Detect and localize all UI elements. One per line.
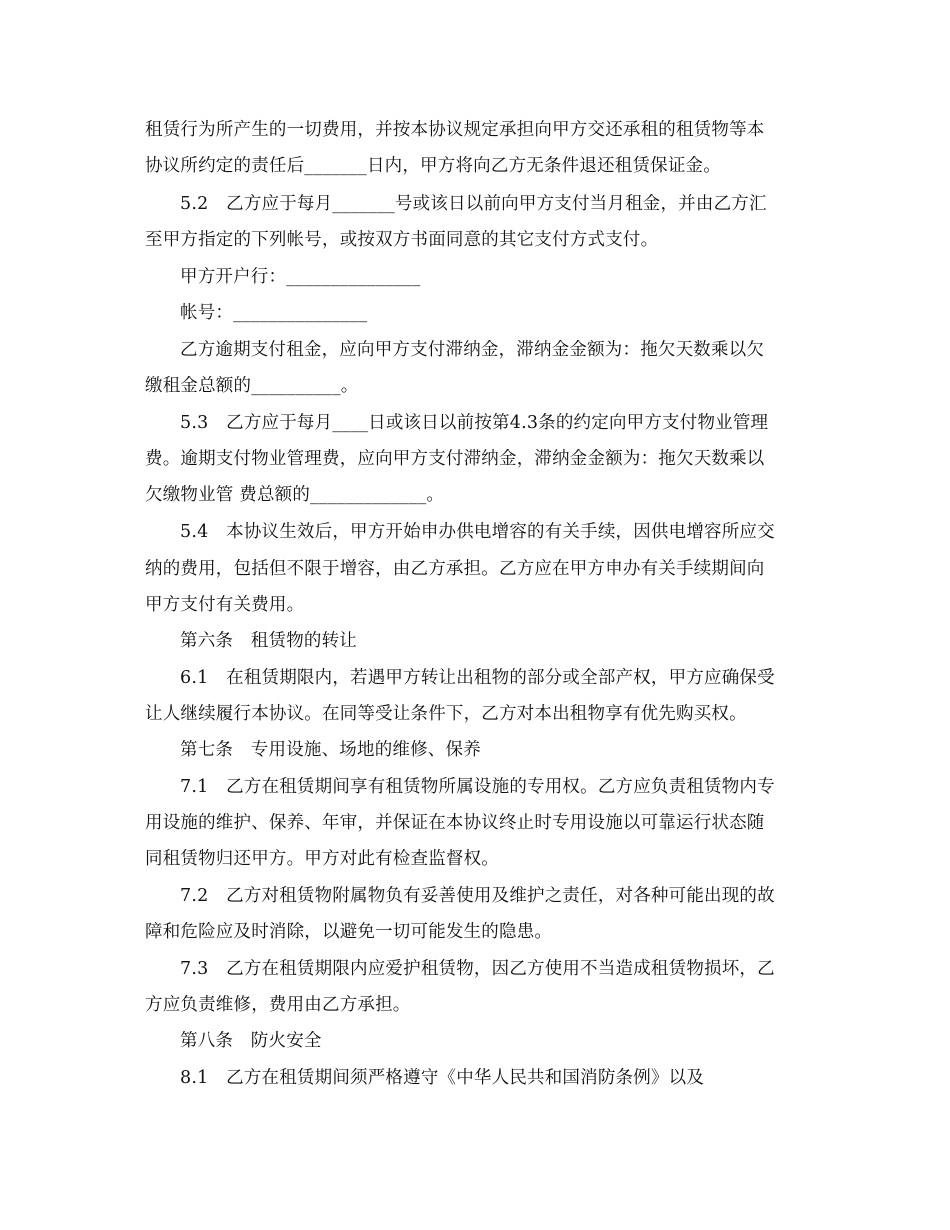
clause-5-2: 5.2 乙方应于每月_______号或该日以前向甲方支付当月租金，并由乙方汇 [180, 194, 767, 214]
text-line: 方应负责维修，费用由乙方承担。 [145, 995, 411, 1015]
text-line: 协议所约定的责任后_______日内，甲方将向乙方无条件退还租赁保证金。 [145, 156, 721, 176]
text-line: 至甲方指定的下列帐号，或按双方书面同意的其它支付方式支付。 [145, 230, 659, 250]
text-line: 纳的费用，包括但不限于增容，由乙方承担。乙方应在甲方申办有关手续期间向 [145, 559, 765, 579]
text-line: 费。逾期支付物业管理费，应向甲方支付滞纳金，滞纳金金额为：拖欠天数乘以 [145, 449, 765, 469]
text-line: 障和危险应及时消除，以避免一切可能发生的隐患。 [145, 922, 553, 942]
clause-7-1: 7.1 乙方在租赁期间享有租赁物所属设施的专用权。乙方应负责租赁物内专 [180, 777, 775, 797]
clause-5-3: 5.3 乙方应于每月____日或该日以前按第4.3条的约定向甲方支付物业管理 [180, 413, 769, 433]
article-6-heading: 第六条 租赁物的转让 [180, 631, 357, 651]
text-line: 甲方支付有关费用。 [145, 595, 305, 615]
text-line: 同租赁物归还甲方。甲方对此有检查监督权。 [145, 849, 499, 869]
text-line: 租赁行为所产生的一切费用，并按本协议规定承担向甲方交还承租的租赁物等本 [145, 120, 765, 140]
article-8-heading: 第八条 防火安全 [180, 1031, 322, 1051]
text-line: 缴租金总额的__________。 [145, 376, 359, 396]
text-line: 欠缴物业管 费总额的_____________。 [145, 485, 445, 505]
clause-8-1: 8.1 乙方在租赁期间须严格遵守《中华人民共和国消防条例》以及 [180, 1068, 705, 1088]
clause-6-1: 6.1 在租赁期限内，若遇甲方转让出租物的部分或全部产权，甲方应确保受 [180, 668, 775, 688]
clause-5-4: 5.4 本协议生效后，甲方开始申办供电增容的有关手续，因供电增容所应交 [180, 522, 775, 542]
text-line: 乙方逾期支付租金，应向甲方支付滞纳金，滞纳金金额为：拖欠天数乘以欠 [180, 340, 765, 360]
text-line: 让人继续履行本协议。在同等受让条件下，乙方对本出租物享有优先购买权。 [145, 704, 747, 724]
clause-7-2: 7.2 乙方对租赁物附属物负有妥善使用及维护之责任，对各种可能出现的故 [180, 886, 775, 906]
account-field: 帐号：_______________ [180, 303, 368, 323]
clause-7-3: 7.3 乙方在租赁期限内应爱护租赁物，因乙方使用不当造成租赁物损坏，乙 [180, 959, 775, 979]
bank-field: 甲方开户行：_______________ [180, 267, 421, 287]
article-7-heading: 第七条 专用设施、场地的维修、保养 [180, 740, 481, 760]
text-line: 用设施的维护、保养、年审，并保证在本协议终止时专用设施以可靠运行状态随 [145, 813, 765, 833]
